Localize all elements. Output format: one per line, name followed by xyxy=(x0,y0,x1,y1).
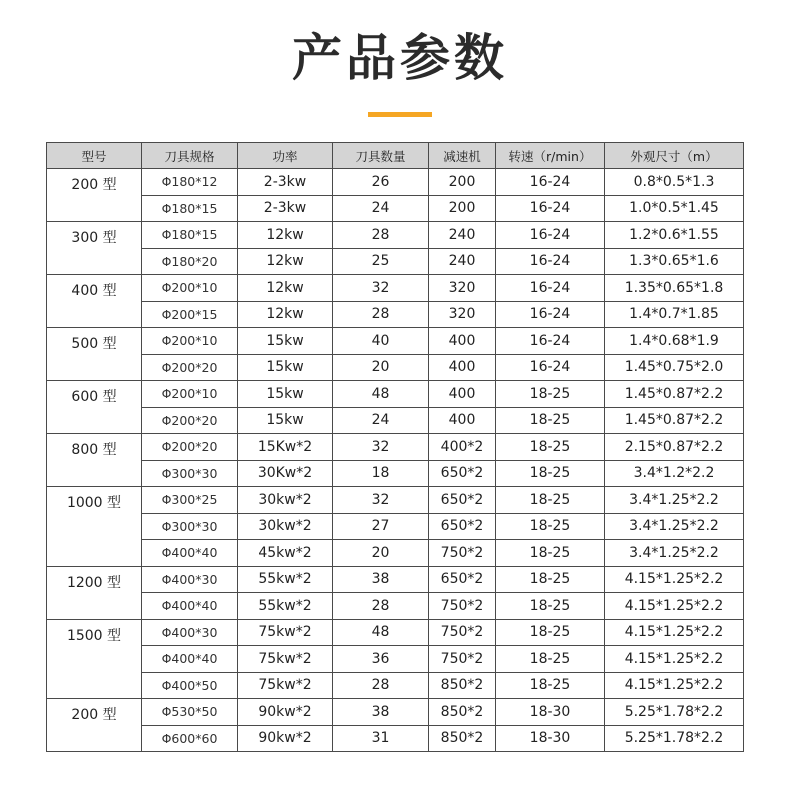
cell-power: 15Kw*2 xyxy=(238,434,333,461)
cell-reducer: 650*2 xyxy=(429,460,496,487)
cell-tool-spec: Φ600*60 xyxy=(142,725,238,752)
cell-reducer: 750*2 xyxy=(429,540,496,567)
cell-speed: 18-30 xyxy=(496,725,605,752)
cell-tool-count: 32 xyxy=(333,487,429,514)
table-row xyxy=(47,434,744,461)
cell-tool-spec: Φ530*50 xyxy=(142,699,238,726)
cell-dimensions: 3.4*1.25*2.2 xyxy=(605,487,744,514)
cell-speed: 16-24 xyxy=(496,354,605,381)
cell-reducer: 650*2 xyxy=(429,566,496,593)
cell-power: 12kw xyxy=(238,222,333,249)
cell-tool-count: 28 xyxy=(333,593,429,620)
cell-tool-spec: Φ400*50 xyxy=(142,672,238,699)
table-row xyxy=(47,699,744,726)
header-row xyxy=(47,143,744,169)
header-model: 型号 xyxy=(47,143,142,169)
table-row xyxy=(47,381,744,408)
table-row xyxy=(47,275,744,302)
cell-dimensions: 3.4*1.25*2.2 xyxy=(605,540,744,567)
cell-tool-count: 36 xyxy=(333,646,429,673)
cell-tool-spec: Φ200*20 xyxy=(142,434,238,461)
table-row xyxy=(47,487,744,514)
cell-tool-spec: Φ180*12 xyxy=(142,169,238,196)
cell-tool-spec: Φ200*10 xyxy=(142,328,238,355)
cell-power: 30kw*2 xyxy=(238,513,333,540)
cell-power: 90kw*2 xyxy=(238,725,333,752)
table-row xyxy=(47,593,744,620)
cell-power: 90kw*2 xyxy=(238,699,333,726)
cell-reducer: 200 xyxy=(429,195,496,222)
table-row xyxy=(47,328,744,355)
cell-tool-spec: Φ200*15 xyxy=(142,301,238,328)
cell-reducer: 400 xyxy=(429,328,496,355)
cell-tool-spec: Φ180*15 xyxy=(142,195,238,222)
cell-reducer: 400 xyxy=(429,407,496,434)
cell-reducer: 750*2 xyxy=(429,646,496,673)
cell-tool-spec: Φ400*40 xyxy=(142,646,238,673)
cell-tool-spec: Φ300*30 xyxy=(142,460,238,487)
cell-tool-count: 20 xyxy=(333,540,429,567)
table-row xyxy=(47,407,744,434)
cell-power: 45kw*2 xyxy=(238,540,333,567)
cell-dimensions: 4.15*1.25*2.2 xyxy=(605,593,744,620)
cell-reducer: 850*2 xyxy=(429,699,496,726)
header-reducer: 减速机 xyxy=(429,143,496,169)
cell-reducer: 200 xyxy=(429,169,496,196)
cell-reducer: 320 xyxy=(429,301,496,328)
cell-power: 12kw xyxy=(238,248,333,275)
cell-tool-count: 26 xyxy=(333,169,429,196)
cell-tool-count: 27 xyxy=(333,513,429,540)
cell-dimensions: 1.0*0.5*1.45 xyxy=(605,195,744,222)
cell-speed: 16-24 xyxy=(496,222,605,249)
cell-tool-spec: Φ400*30 xyxy=(142,619,238,646)
cell-power: 30Kw*2 xyxy=(238,460,333,487)
cell-dimensions: 5.25*1.78*2.2 xyxy=(605,725,744,752)
table-row xyxy=(47,619,744,646)
cell-tool-spec: Φ400*30 xyxy=(142,566,238,593)
table-header xyxy=(47,143,744,169)
cell-model: 1000 型 xyxy=(47,487,142,567)
table-body xyxy=(47,169,744,752)
cell-model: 200 型 xyxy=(47,699,142,752)
cell-tool-count: 18 xyxy=(333,460,429,487)
cell-dimensions: 1.35*0.65*1.8 xyxy=(605,275,744,302)
table-row xyxy=(47,513,744,540)
cell-tool-count: 24 xyxy=(333,195,429,222)
cell-tool-count: 48 xyxy=(333,619,429,646)
cell-speed: 18-25 xyxy=(496,460,605,487)
table-row xyxy=(47,566,744,593)
cell-speed: 16-24 xyxy=(496,328,605,355)
title-underline xyxy=(368,112,432,117)
table-row xyxy=(47,169,744,196)
cell-reducer: 400 xyxy=(429,381,496,408)
cell-reducer: 320 xyxy=(429,275,496,302)
cell-dimensions: 4.15*1.25*2.2 xyxy=(605,566,744,593)
cell-power: 15kw xyxy=(238,328,333,355)
cell-model: 800 型 xyxy=(47,434,142,487)
page-title: 产品参数 xyxy=(292,29,508,87)
cell-dimensions: 3.4*1.25*2.2 xyxy=(605,513,744,540)
cell-model: 1200 型 xyxy=(47,566,142,619)
cell-tool-count: 25 xyxy=(333,248,429,275)
cell-tool-spec: Φ400*40 xyxy=(142,540,238,567)
cell-dimensions: 1.3*0.65*1.6 xyxy=(605,248,744,275)
cell-tool-count: 28 xyxy=(333,301,429,328)
cell-tool-spec: Φ200*10 xyxy=(142,381,238,408)
cell-reducer: 400*2 xyxy=(429,434,496,461)
cell-speed: 18-25 xyxy=(496,619,605,646)
cell-dimensions: 2.15*0.87*2.2 xyxy=(605,434,744,461)
cell-speed: 18-25 xyxy=(496,672,605,699)
cell-power: 12kw xyxy=(238,301,333,328)
cell-speed: 16-24 xyxy=(496,275,605,302)
cell-dimensions: 4.15*1.25*2.2 xyxy=(605,672,744,699)
cell-speed: 18-25 xyxy=(496,646,605,673)
cell-tool-count: 32 xyxy=(333,275,429,302)
header-power: 功率 xyxy=(238,143,333,169)
cell-dimensions: 0.8*0.5*1.3 xyxy=(605,169,744,196)
cell-power: 75kw*2 xyxy=(238,619,333,646)
table-row xyxy=(47,195,744,222)
cell-reducer: 850*2 xyxy=(429,725,496,752)
cell-tool-count: 32 xyxy=(333,434,429,461)
cell-tool-spec: Φ180*20 xyxy=(142,248,238,275)
table-row xyxy=(47,672,744,699)
table-row xyxy=(47,460,744,487)
table-row xyxy=(47,646,744,673)
header-dimensions: 外观尺寸（m） xyxy=(605,143,744,169)
cell-speed: 18-30 xyxy=(496,699,605,726)
cell-dimensions: 5.25*1.78*2.2 xyxy=(605,699,744,726)
cell-tool-count: 40 xyxy=(333,328,429,355)
cell-speed: 18-25 xyxy=(496,513,605,540)
cell-tool-spec: Φ200*10 xyxy=(142,275,238,302)
cell-speed: 18-25 xyxy=(496,381,605,408)
table-row xyxy=(47,301,744,328)
header-speed: 转速（r/min） xyxy=(496,143,605,169)
cell-tool-count: 48 xyxy=(333,381,429,408)
header-tool-spec: 刀具规格 xyxy=(142,143,238,169)
cell-power: 15kw xyxy=(238,407,333,434)
cell-tool-spec: Φ200*20 xyxy=(142,354,238,381)
cell-dimensions: 1.4*0.7*1.85 xyxy=(605,301,744,328)
cell-reducer: 650*2 xyxy=(429,487,496,514)
cell-speed: 18-25 xyxy=(496,540,605,567)
table-row xyxy=(47,354,744,381)
cell-reducer: 750*2 xyxy=(429,619,496,646)
cell-model: 200 型 xyxy=(47,169,142,222)
params-table xyxy=(46,142,744,752)
cell-tool-count: 28 xyxy=(333,672,429,699)
cell-tool-spec: Φ300*30 xyxy=(142,513,238,540)
cell-tool-count: 20 xyxy=(333,354,429,381)
cell-tool-count: 28 xyxy=(333,222,429,249)
cell-dimensions: 4.15*1.25*2.2 xyxy=(605,646,744,673)
cell-reducer: 850*2 xyxy=(429,672,496,699)
cell-power: 55kw*2 xyxy=(238,566,333,593)
cell-dimensions: 1.2*0.6*1.55 xyxy=(605,222,744,249)
cell-power: 75kw*2 xyxy=(238,672,333,699)
table-row xyxy=(47,540,744,567)
cell-power: 2-3kw xyxy=(238,195,333,222)
cell-reducer: 650*2 xyxy=(429,513,496,540)
cell-speed: 18-25 xyxy=(496,434,605,461)
cell-power: 2-3kw xyxy=(238,169,333,196)
cell-model: 300 型 xyxy=(47,222,142,275)
table-row xyxy=(47,725,744,752)
cell-dimensions: 1.4*0.68*1.9 xyxy=(605,328,744,355)
cell-reducer: 240 xyxy=(429,248,496,275)
cell-reducer: 240 xyxy=(429,222,496,249)
cell-dimensions: 1.45*0.75*2.0 xyxy=(605,354,744,381)
cell-model: 1500 型 xyxy=(47,619,142,699)
cell-tool-spec: Φ300*25 xyxy=(142,487,238,514)
cell-dimensions: 1.45*0.87*2.2 xyxy=(605,407,744,434)
cell-speed: 18-25 xyxy=(496,566,605,593)
cell-tool-count: 38 xyxy=(333,566,429,593)
table-row xyxy=(47,248,744,275)
cell-power: 55kw*2 xyxy=(238,593,333,620)
cell-tool-count: 31 xyxy=(333,725,429,752)
cell-power: 15kw xyxy=(238,354,333,381)
cell-speed: 16-24 xyxy=(496,301,605,328)
cell-dimensions: 4.15*1.25*2.2 xyxy=(605,619,744,646)
cell-reducer: 400 xyxy=(429,354,496,381)
header-tool-count: 刀具数量 xyxy=(333,143,429,169)
cell-tool-count: 38 xyxy=(333,699,429,726)
cell-tool-spec: Φ180*15 xyxy=(142,222,238,249)
cell-model: 500 型 xyxy=(47,328,142,381)
cell-power: 75kw*2 xyxy=(238,646,333,673)
cell-speed: 16-24 xyxy=(496,248,605,275)
cell-dimensions: 1.45*0.87*2.2 xyxy=(605,381,744,408)
cell-tool-spec: Φ400*40 xyxy=(142,593,238,620)
cell-speed: 16-24 xyxy=(496,195,605,222)
cell-speed: 18-25 xyxy=(496,407,605,434)
cell-speed: 18-25 xyxy=(496,593,605,620)
cell-power: 30kw*2 xyxy=(238,487,333,514)
cell-tool-count: 24 xyxy=(333,407,429,434)
cell-power: 15kw xyxy=(238,381,333,408)
cell-model: 600 型 xyxy=(47,381,142,434)
cell-tool-spec: Φ200*20 xyxy=(142,407,238,434)
cell-model: 400 型 xyxy=(47,275,142,328)
cell-speed: 18-25 xyxy=(496,487,605,514)
cell-dimensions: 3.4*1.2*2.2 xyxy=(605,460,744,487)
cell-power: 12kw xyxy=(238,275,333,302)
cell-speed: 16-24 xyxy=(496,169,605,196)
table-row xyxy=(47,222,744,249)
cell-reducer: 750*2 xyxy=(429,593,496,620)
